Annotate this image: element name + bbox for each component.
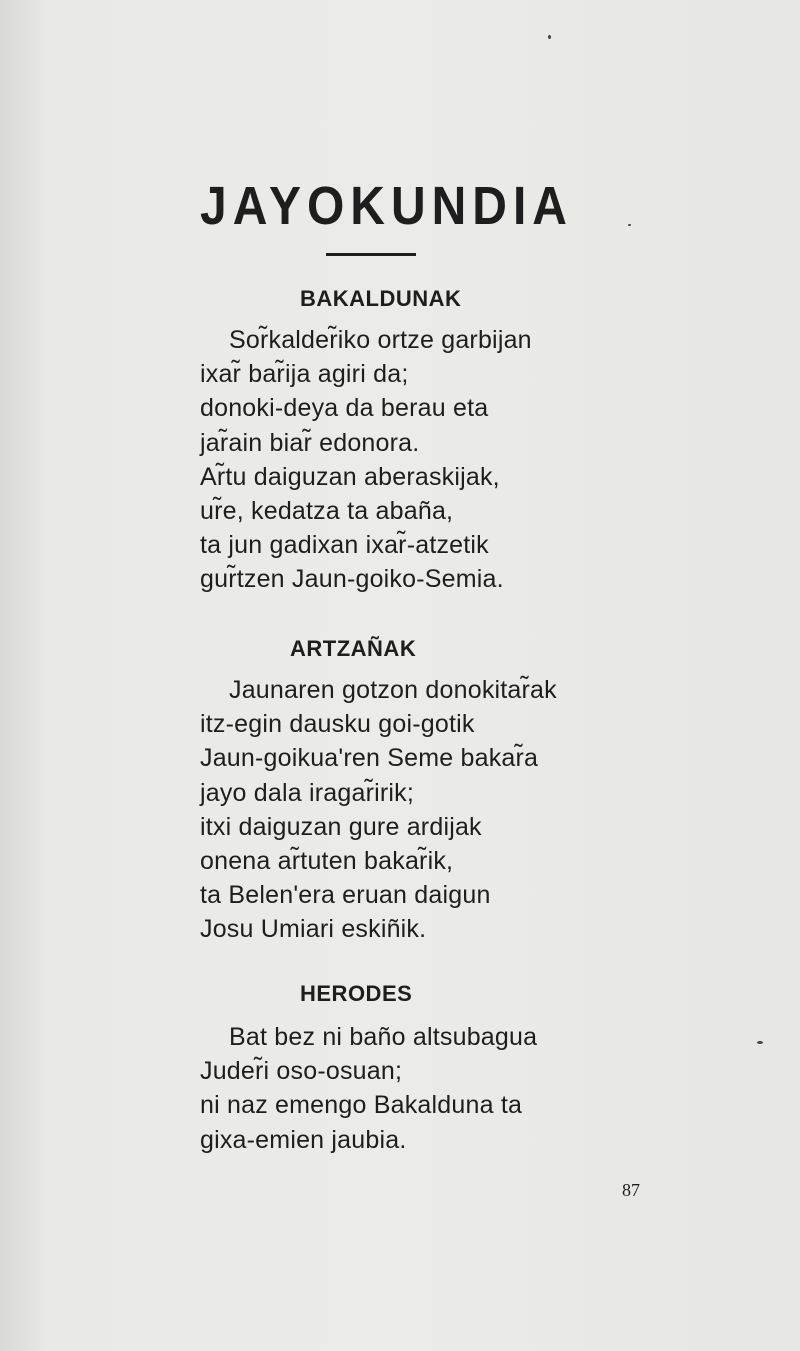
verse-line: Josu Umiari eskiñik. bbox=[200, 915, 427, 944]
section-heading-artzanak: ARTZAÑAK bbox=[290, 636, 417, 661]
paper-speck bbox=[757, 1041, 763, 1044]
verse-line: Jaunaren gotzon donokitar̃ak bbox=[229, 676, 557, 704]
verse-line: gur̃tzen Jaun-goiko-Semia. bbox=[200, 565, 504, 594]
verse-line: itz-egin dausku goi-gotik bbox=[200, 710, 475, 739]
section-heading-bakaldunak: BAKALDUNAK bbox=[300, 286, 462, 311]
verse-line: Ar̃tu daiguzan aberaskijak, bbox=[200, 462, 500, 491]
verse-line: ta Belen'era eruan daigun bbox=[200, 881, 491, 910]
stanza-artzanak bbox=[200, 673, 557, 947]
paper-speck bbox=[628, 224, 631, 226]
verse-line: jar̃ain biar̃ edonora. bbox=[200, 428, 420, 457]
verse-line: donoki-deya da berau eta bbox=[200, 394, 489, 423]
page-number: 87 bbox=[622, 1180, 640, 1200]
section-heading-herodes: HERODES bbox=[300, 981, 413, 1006]
stanza-herodes bbox=[200, 1020, 537, 1157]
page-title: JAYOKUNDIA bbox=[200, 177, 573, 237]
verse-line: ta jun gadixan ixar̃-atzetik bbox=[200, 531, 489, 560]
verse-line: ur̃e, kedatza ta abaña, bbox=[200, 497, 454, 526]
verse-line: ni naz emengo Bakalduna ta bbox=[200, 1091, 523, 1120]
verse-line: gixa-emien jaubia. bbox=[200, 1125, 407, 1154]
paper-speck bbox=[548, 35, 551, 39]
verse-line: onena ar̃tuten bakar̃ik, bbox=[200, 847, 454, 876]
verse-line: Jaun-goikua'ren Seme bakar̃a bbox=[200, 744, 539, 773]
title-rule bbox=[326, 253, 416, 256]
verse-line: itxi daiguzan gure ardijak bbox=[200, 812, 482, 841]
verse-line: jayo dala iragar̃irik; bbox=[200, 778, 415, 807]
verse-line: Sor̃kalder̃iko ortze garbijan bbox=[229, 326, 532, 354]
verse-line: Bat bez ni baño altsubagua bbox=[229, 1023, 538, 1051]
verse-line: Juder̃i oso-osuan; bbox=[200, 1057, 403, 1086]
stanza-bakaldunak bbox=[200, 323, 532, 597]
verse-line: ixar̃ bar̃ija agiri da; bbox=[200, 360, 409, 389]
